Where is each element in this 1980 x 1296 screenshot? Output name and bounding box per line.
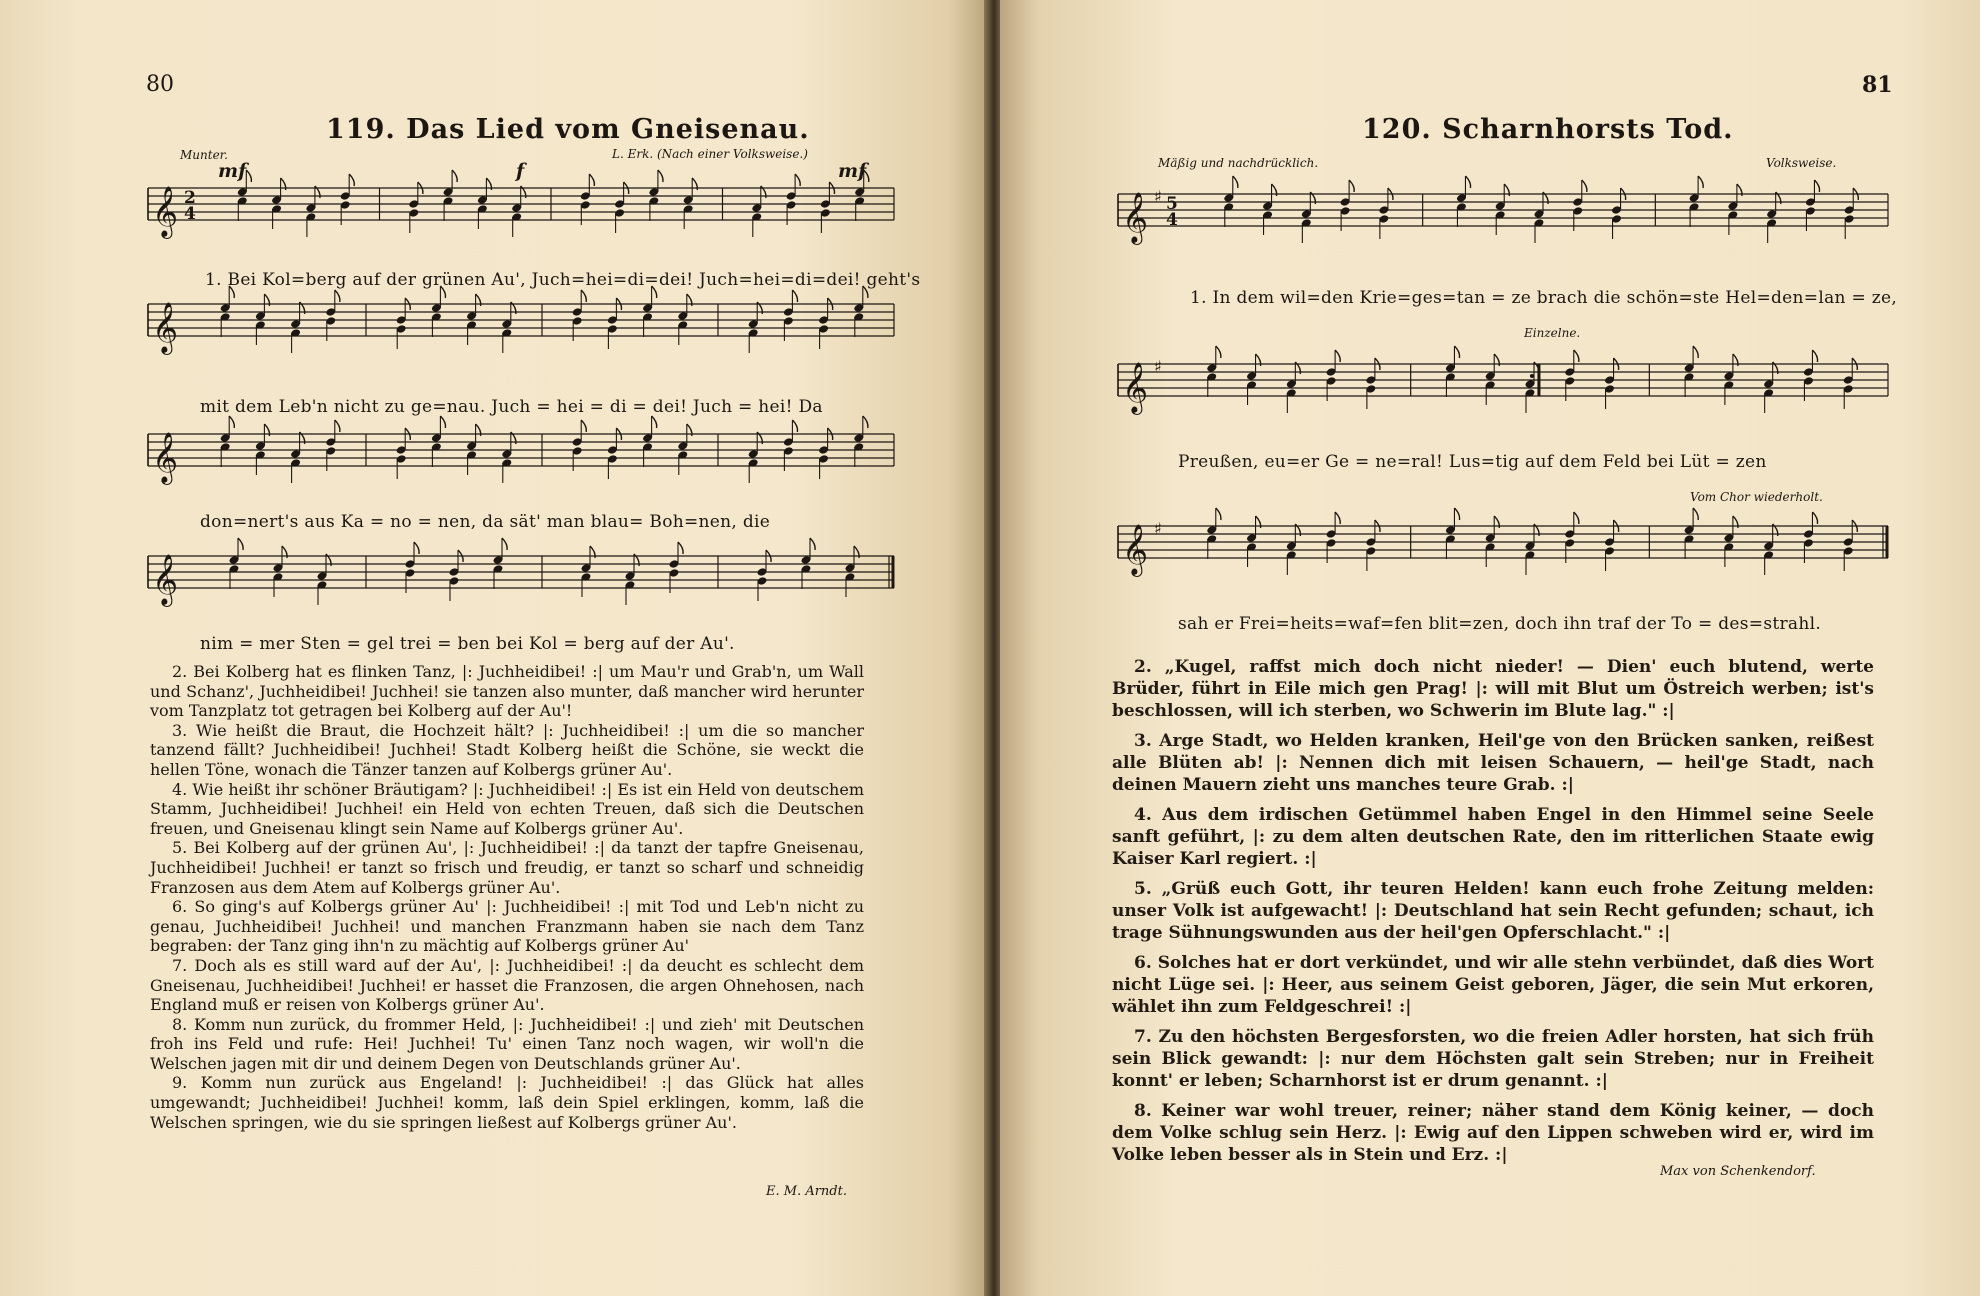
verse-r2: 2. „Kugel, raffst mich doch nicht nieder! — Dien' euch blutend, werte Brüder, führt in Eile mich gen Prag! |: will mit Blut um Östreich werben; ist's beschlossen, will ich sterben, wo Schwerin im Blute lag." :| [1112,657,1874,721]
verses-119 [150,662,864,1132]
dynamic-mf: mf [218,160,247,182]
lyric-line-r3: sah er Frei=heits=waf=fen blit=zen, doch ihn traf der To = des=strahl. [1178,614,1822,634]
verse-2: 2. Bei Kolberg hat es flinken Tanz, |: Juchheidibei! :| um Mau'r und Grab'n, um Wall und Schanz', Juchheidibei! Juchhei! sie tanzen also munter, daß mancher wird herunter vom Tanzplatz tot getragen bei Kolberg auf der Au'! [150,662,864,721]
svg-text:𝄞: 𝄞 [1122,192,1149,243]
tempo-marking-right: Mäßig und nachdrücklich. [1158,156,1319,170]
lyric-line-3: don=nert's aus Ka = no = nen, da sät' man blau= Boh=nen, die [200,512,771,532]
verse-4: 4. Wie heißt ihr schöner Bräutigam? |: Juchheidibei! :| Es ist ein Held von deutschem Stamm, Juchheidibei! Juchhei! ein Held von echten Treuen, daß sich die Deutschen freuen, und Gneisenau klingt sein Name auf Kolbergs grüner Au'. [150,779,864,838]
lyric-line-r2: Preußen, eu=er Ge = ne=ral! Lus=tig auf dem Feld bei Lüt = zen [1178,452,1767,472]
page-number-left: 80 [146,72,174,97]
tempo-marking-left: Munter. [180,148,228,162]
lyric-line-1: 1. Bei Kol=berg auf der grünen Au', Juch=hei=di=dei! Juch=hei=di=dei! geht's [205,270,921,290]
right-page [1000,0,1980,1296]
svg-text:𝄞: 𝄞 [152,302,179,353]
svg-text:𝄞: 𝄞 [1122,524,1149,575]
music-staff-r3 [1118,514,1888,594]
verse-9: 9. Komm nun zurück aus Engeland! |: Juchheidibei! :| das Glück hat alles umgewandt; Juchheidibei! Juchhei! komm, laß dein Spiel erklingen, komm, laß die Welschen springen, wie du sie springen ließest auf Kolbergs grüner Au'. [150,1073,864,1132]
verses-120 [1112,656,1874,1174]
verse-r3: 3. Arge Stadt, wo Helden kranken, Heil'ge von den Brücken sanken, reißest alle Blüten ab! |: Nennen dich mit leisen Schauern, — heil'ge Stadt, nach deinen Mauern zieht uns manches teure Grab. :| [1112,731,1874,795]
author-right: Max von Schenkendorf. [1660,1164,1816,1179]
verse-5: 5. Bei Kolberg auf der grünen Au', |: Juchheidibei! :| da tanzt der tapfre Gneisenau, Juchheidibei! Juchhei! er tanzt so frisch und freudig, er tanzt so scharf und schneidig Franzosen aus dem Atem auf Kolbergs grüner Au'. [150,838,864,897]
dynamic-f: f [516,160,525,182]
song-title-120: 120. Scharnhorsts Tod. [1362,114,1734,145]
svg-text:𝄞: 𝄞 [1122,362,1149,413]
svg-text:♯: ♯ [1154,519,1162,538]
svg-text:5: 5 [1166,194,1178,214]
svg-text:𝄞: 𝄞 [152,186,179,237]
song-title-119: 119. Das Lied vom Gneisenau. [326,114,810,145]
svg-text:♯: ♯ [1154,187,1162,206]
music-staff-2 [148,296,894,368]
composer-credit-left: L. Erk. (Nach einer Volksweise.) [612,147,808,161]
svg-text:♯: ♯ [1154,357,1162,376]
verse-r8: 8. Keiner war wohl treuer, reiner; näher stand dem König keiner, — doch dem Volke schlug sein Herz. |: Ewig auf den Lippen schweben wird er, wird im Volke leben besser als in Stein und Erz. :| [1112,1101,1874,1165]
music-staff-r1 [1118,182,1888,262]
section-label-einzelne: Einzelne. [1524,326,1581,340]
dynamic-mf-2: mf [838,160,867,182]
lyric-line-2: mit dem Leb'n nicht zu ge=nau. Juch = hei = di = dei! Juch = hei! Da [200,397,823,417]
verse-7: 7. Doch als es still ward auf der Au', |: Juchheidibei! :| da deucht es schlecht dem Gneisenau, Juchheidibei! Juchhei! er hasset die Franzosen, die argen Ohnehosen, nach England muß er reisen von Kolbergs grüner Au'. [150,955,864,1015]
left-page [0,0,988,1296]
svg-text:𝄞: 𝄞 [152,554,179,605]
music-staff-4 [148,548,894,620]
verse-3: 3. Wie heißt die Braut, die Hochzeit hält? |: Juchheidibei! :| um die so mancher tanzend fällt? Juchheidibei! Juchhei! Stadt Kolberg heißt die Schöne, sie weckt die hellen Töne, wonach die Tänzer tanzen auf Kolbergs grüner Au'. [150,720,864,779]
verse-r7: 7. Zu den höchsten Bergesforsten, wo die freien Adler horsten, hat sich früh sein Blick gewandt: |: nur dem Höchsten galt sein Streben; nur in Freiheit konnt' er leben; Scharnhorst ist er drum genannt. :| [1112,1027,1874,1091]
music-staff-3 [148,426,894,498]
lyric-line-4: nim = mer Sten = gel trei = ben bei Kol = berg auf der Au'. [200,634,735,654]
music-staff-1 [148,180,894,252]
svg-text:4: 4 [1166,210,1178,230]
author-left: E. M. Arndt. [766,1184,847,1199]
source-credit-right: Volksweise. [1766,156,1837,170]
verse-r4: 4. Aus dem irdischen Getümmel haben Engel in den Himmel seine Seele sanft geführt, |: zu dem alten deutschen Rate, den im ritterlichen Staate ewig Kaiser Karl regiert. :| [1112,805,1874,869]
music-staff-r2 [1118,352,1888,432]
verse-r6: 6. Solches hat er dort verkündet, und wir alle stehn verbündet, daß dies Wort nicht Lüge sei. |: Heer, aus seinem Geist geboren, Jäger, die sein Mut erkoren, wählet ihn zum Feldgeschrei! :| [1112,953,1874,1017]
svg-text:𝄞: 𝄞 [152,432,179,483]
verse-r5: 5. „Grüß euch Gott, ihr teuren Helden! kann euch frohe Zeitung melden: unser Volk ist aufgewacht! |: Deutschland hat sein Recht gefunden; schaut, ich trage Sühnungswunden aus der heil'gen Opferschlacht." :| [1112,879,1874,943]
verse-8: 8. Komm nun zurück, du frommer Held, |: Juchheidibei! :| und zieh' mit Deutschen froh ins Feld und rufe: Hei! Juchhei! Tu' einen Tanz noch wagen, wir woll'n die Welschen jagen mit dir und deinem Degen von Deutschlands grüner Au'. [150,1014,864,1073]
section-label-chor: Vom Chor wiederholt. [1690,490,1823,504]
lyric-line-r1: 1. In dem wil=den Krie=ges=tan = ze brach die schön=ste Hel=den=lan = ze, [1190,288,1898,308]
verse-6: 6. So ging's auf Kolbergs grüner Au' |: Juchheidibei! :| mit Tod und Leb'n nicht zu genau, Juchheidibei! Juchhei! und manchen Franzmann haben sie nach dem Tanz begraben: der Tanz ging ihn'n zu mächtig auf Kolbergs grüner Au' [150,897,864,956]
svg-text:2: 2 [184,188,196,208]
svg-text:4: 4 [184,204,196,224]
page-number-right: 81 [1862,72,1893,98]
